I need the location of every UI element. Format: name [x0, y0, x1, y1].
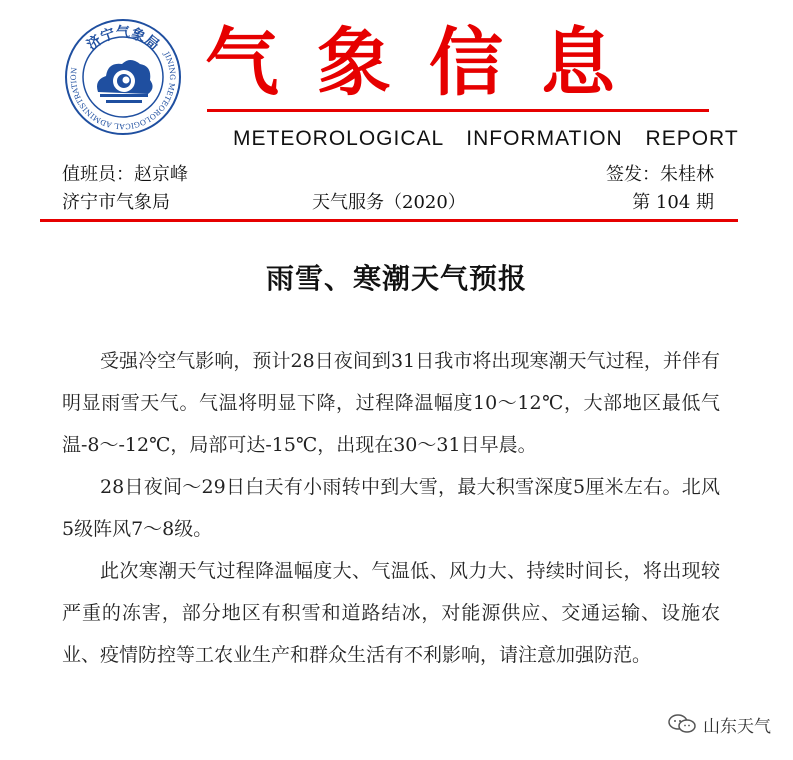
duty-officer: 值班员：赵京峰	[62, 164, 188, 185]
masthead-title: 气象信息	[205, 20, 653, 106]
paragraph: 28日夜间～29日白天有小雨转中到大雪，最大积雪深度5厘米左右。北风5级阵风7～8级。	[62, 476, 720, 540]
service-label: 天气服务（2020）	[312, 192, 466, 213]
svg-text:济宁气象局	[83, 24, 161, 53]
document-title: 雨雪、寒潮天气预报	[265, 262, 527, 295]
issue-number: 第 104 期	[632, 192, 714, 213]
issuer: 签发：朱桂林	[606, 164, 714, 185]
bureau-name: 济宁市气象局	[62, 192, 170, 213]
wechat-icon	[667, 713, 697, 735]
paragraph: 受强冷空气影响，预计28日夜间到31日我市将出现寒潮天气过程，并伴有明显雨雪天气。气温将明显下降，过程降温幅度10～12℃，大部地区最低气温-8～-12℃，局部可达-15℃，出现在30～31日早晨。	[62, 350, 720, 456]
bureau-logo	[64, 18, 182, 136]
source-watermark	[667, 710, 771, 738]
logo-arc-text: 济宁气象局	[84, 25, 162, 54]
masthead-divider	[207, 109, 709, 112]
logo-ring-text: JINING METEOROLOGICAL ADMINISTRATION	[68, 50, 178, 132]
document-body	[62, 340, 720, 676]
paragraph: 此次寒潮天气过程降温幅度大、气温低、风力大、持续时间长，将出现较严重的冻害，部分地区有积雪和道路结冰，对能源供应、交通运输、设施农业、疫情防控等工农业生产和群众生活有不利影响，请注意加强防范。	[62, 560, 720, 666]
masthead-subtitle: METEOROLOGICAL INFORMATION REPORT	[233, 127, 739, 150]
watermark-label: 山东天气	[703, 716, 771, 737]
header-divider	[40, 219, 738, 222]
